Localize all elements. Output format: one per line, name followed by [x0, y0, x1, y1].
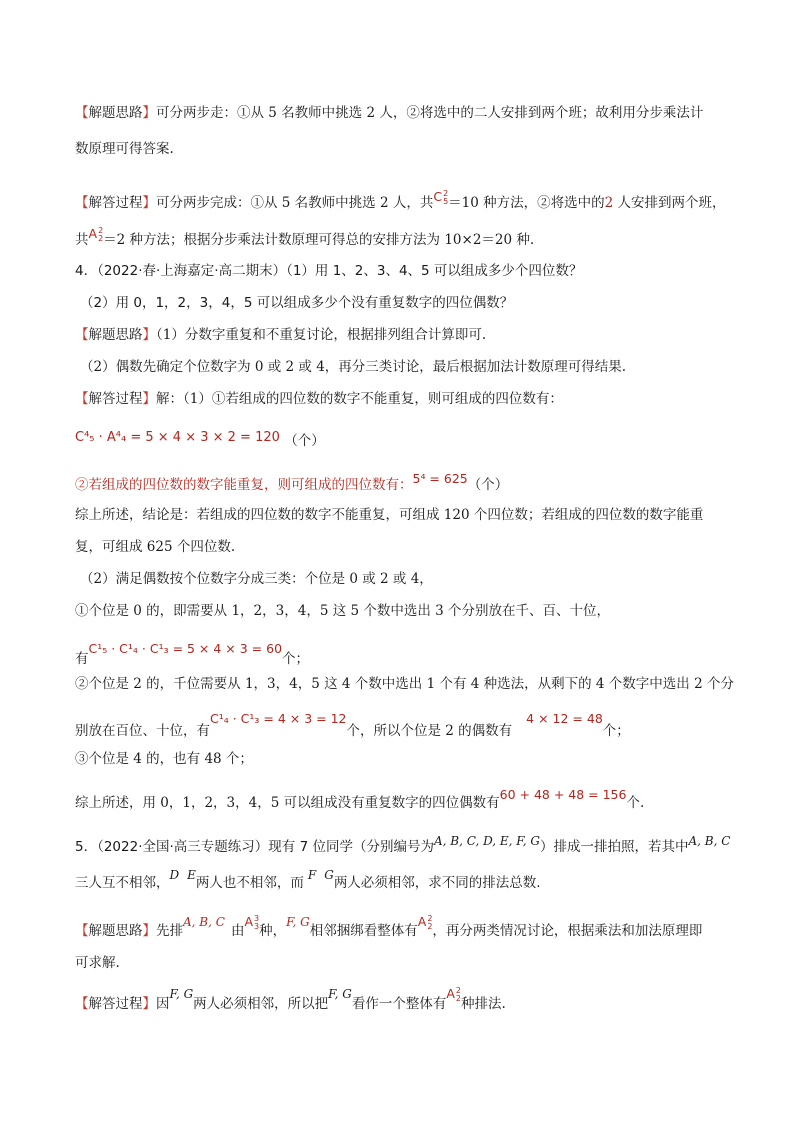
- p5-idea-line2: 可求解.: [75, 955, 120, 971]
- p5-question-line2: 三人互不相邻，D E两人也不相邻，而 F G两人必须相邻，求不同的排法总数.: [75, 868, 541, 891]
- var-list-A-G: A, B, C, D, E, F, G: [433, 834, 540, 848]
- var-D: D: [169, 868, 180, 882]
- permutation-A22: A2 2: [446, 985, 461, 1003]
- idea-tag: 【解题思路】: [75, 105, 156, 121]
- p3-idea-line2: 数原理可得答案.: [75, 141, 174, 157]
- p4-case1-formula-line: 有C¹₅ · C¹₄ · C¹₃ = 5 × 4 × 3 = 60个；: [75, 641, 310, 667]
- permutation-A33: A3 3: [244, 913, 260, 931]
- process-tag: 【解答过程】: [75, 195, 156, 211]
- idea-tag: 【解题思路】: [75, 327, 156, 343]
- p5-process-line1: 【解答过程】因F, G两人必须相邻，所以把F, G看作一个整体有A2 2种排法.: [75, 985, 506, 1012]
- p4-case3-line: ③个位是 4 的，也有 48 个；: [75, 751, 253, 767]
- p4-summary1-line1: 综上所述，结论是：若组成的四位数的数字不能重复，可组成 120 个四位数；若组成的四位数的数字能重: [75, 507, 704, 523]
- p4-case2-line2: 别放在百位、十位，有C¹₄ · C¹₃ = 4 × 3 = 12个，所以个位是 2 的偶数有4 × 12 = 48个；: [75, 711, 630, 739]
- p4-question-line2: （2）用 0，1，2，3，4，5 可以组成多少个没有重复数字的四位偶数？: [80, 295, 514, 311]
- p4-repeat-line: ②若组成的四位数的数字能重复，则可组成的四位数有：5⁴ = 625（个）: [75, 471, 509, 493]
- process-tag: 【解答过程】: [75, 391, 156, 407]
- formula-120: C⁴₅ · A⁴₄ = 5 × 4 × 3 × 2 = 120: [75, 430, 280, 445]
- combination-C52: C2 5: [433, 188, 449, 206]
- formula-156: 60 + 48 + 48 = 156: [499, 787, 627, 802]
- p3-process-line2: 共A2 2＝2 种方法；根据分步乘法计数原理可得总的安排方法为 10×2＝20 种.: [75, 225, 535, 248]
- var-F: F: [307, 868, 317, 882]
- var-G: G: [324, 868, 334, 882]
- permutation-A22: A2 2: [88, 225, 104, 243]
- formula-60: C¹₅ · C¹₄ · C¹₃ = 5 × 4 × 3 = 60: [88, 641, 283, 656]
- var-FG-red: F, G: [286, 915, 310, 929]
- formula-48: 4 × 12 = 48: [526, 711, 603, 726]
- p4-part2-line: （2）满足偶数按个位数字分成三类：个位是 0 或 2 或 4，: [80, 571, 433, 587]
- p5-question-line1: 5．（2022·全国·高三专题练习）现有 7 位同学（分别编号为A, B, C, D, E, F, G）排成一排拍照，若其中A, B, C: [75, 834, 731, 855]
- var-E: E: [187, 868, 196, 882]
- formula-625: 5⁴ = 625: [412, 471, 468, 486]
- var-FG: F, G: [328, 987, 352, 1001]
- p4-idea-line1: 【解题思路】（1）分数字重复和不重复讨论，根据排列组合计算即可.: [75, 327, 487, 343]
- p4-case2-line1: ②个位是 2 的，千位需要从 1，3，4，5 这 4 个数中选出 1 个有 4 种选法，从剩下的 4 个数字中选出 2 个分: [75, 676, 734, 692]
- var-ABC: A, B, C: [688, 834, 731, 848]
- idea-tag: 【解题思路】: [75, 923, 156, 939]
- p3-idea-line1: 【解题思路】可分两步走：①从 5 名教师中挑选 2 人，②将选中的二人安排到两个班；故利用分步乘法计: [75, 105, 704, 121]
- p4-idea-line2: （2）偶数先确定个位数字为 0 或 2 或 4，再分三类讨论，最后根据加法计数原理可得结果.: [80, 359, 627, 375]
- process-tag: 【解答过程】: [75, 996, 156, 1012]
- var-FG: F, G: [169, 987, 194, 1001]
- p4-formula1-line: C⁴₅ · A⁴₄ = 5 × 4 × 3 × 2 = 120 （个）: [75, 430, 325, 449]
- p4-case1-line: ①个位是 0 的，即需要从 1，2，3，4，5 这 5 个数中选出 3 个分别放在千、百、十位，: [75, 603, 611, 619]
- p4-summary1-line2: 复，可组成 625 个四位数.: [75, 539, 236, 555]
- p4-summary2-line: 综上所述，用 0，1，2，3，4，5 可以组成没有重复数字的四位偶数有60 + 48 + 48 = 156个.: [75, 787, 645, 811]
- p5-idea-line1: 【解题思路】先排A, B, C由A3 3种，F, G相邻捆绑看整体有A2 2，再分两类情况讨论，根据乘法和加法原理即: [75, 913, 703, 939]
- p4-question-line1: 4．（2022·春·上海嘉定·高二期末）（1）用 1、2、3、4、5 可以组成多少个四位数？: [75, 263, 583, 279]
- permutation-A22: A2 2: [417, 913, 433, 931]
- p3-process-line1: 【解答过程】可分两步完成：①从 5 名教师中挑选 2 人，共C2 5＝10 种方法，②将选中的2 人安排到两个班，: [75, 188, 726, 211]
- p4-process-line1: 【解答过程】解：（1）①若组成的四位数的数字不能重复，则可组成的四位数有：: [75, 391, 563, 407]
- var-ABC-red: A, B, C: [183, 915, 225, 929]
- formula-12: C¹₄ · C¹₃ = 4 × 3 = 12: [210, 711, 347, 726]
